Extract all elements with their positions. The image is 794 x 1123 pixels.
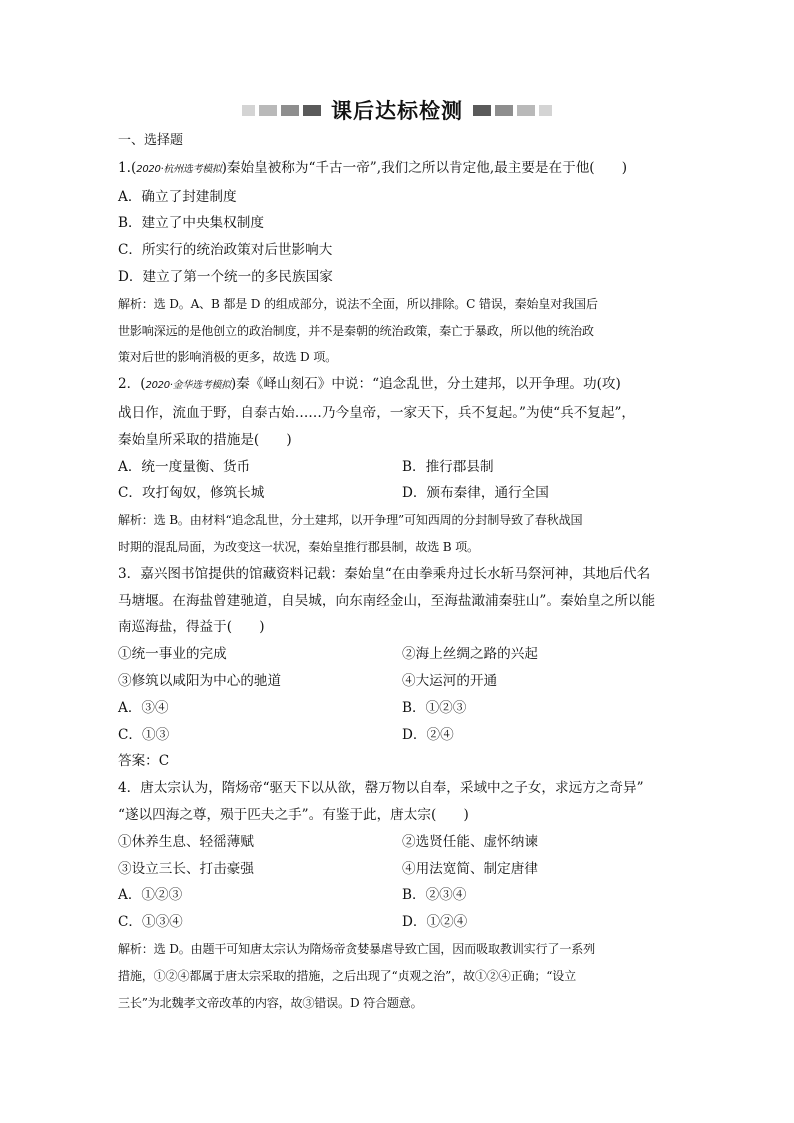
- q1-option-a: A．确立了封建制度: [118, 188, 237, 205]
- q4-item-2: ②选贤任能、虚怀纳谏: [402, 833, 538, 850]
- q1-stem: 1.(2020·杭州选考模拟)秦始皇被称为“千古一帝”,我们之所以肯定他,最主要是在于他( ): [118, 159, 628, 176]
- q4-option-c: C．①③④: [118, 914, 183, 931]
- q4-stem-line: “遂以四海之尊，殒于匹夫之手”。有鉴于此，唐太宗( ): [118, 806, 469, 823]
- q3-options-row: [118, 695, 678, 722]
- q2-stem: 2．(2020·金华选考模拟)秦《峄山刻石》中说：“追念乱世，分土建邦，以开争理。功(攻): [118, 376, 621, 393]
- q3-options-row: [118, 722, 678, 749]
- q2-options-row: [118, 454, 678, 481]
- q3-item-2: ②海上丝绸之路的兴起: [402, 646, 538, 663]
- q3-stem-line: 3．嘉兴图书馆提供的馆藏资料记载：秦始皇“在由拳乘舟过长水斩马祭河神，其地后代名: [118, 565, 651, 582]
- question-content: [118, 128, 678, 1016]
- q2-analysis-line: 时期的混乱局面，为改变这一状况，秦始皇推行郡县制，故选 B 项。: [118, 539, 479, 554]
- q4-item-1: ①休养生息、轻徭薄赋: [118, 833, 254, 850]
- q3-items-row: [118, 641, 678, 668]
- q2-stem-line: 战日作，流血于野，自泰古始……乃今皇帝，一家天下，兵不复起。”为使“兵不复起”，: [118, 404, 636, 421]
- q2-option-d: D．颁布秦律，通行全国: [402, 485, 549, 502]
- header-right-decoration: [473, 105, 552, 116]
- q3-items-row: [118, 668, 678, 695]
- q2-stem-line: 秦始皇所采取的措施是( ): [118, 431, 292, 448]
- q3-stem-line: 马塘堰。在海盐曾建驰道，自吴城，向东南经金山，至海盐澉浦秦驻山”。秦始皇之所以能: [118, 592, 656, 609]
- q3-option-b: B．①②③: [402, 699, 467, 716]
- q1-analysis-line: 世影响深远的是他创立的政治制度，并不是秦朝的统治政策，秦亡于暴政，所以他的统治政: [118, 323, 594, 338]
- q3-option-a: A．③④: [118, 699, 169, 716]
- q1-option-b: B．建立了中央集权制度: [118, 215, 264, 232]
- q4-analysis-line: 措施，①②④都属于唐太宗采取的措施，之后出现了“贞观之治”，故①②④正确；“设立: [118, 968, 577, 983]
- q4-option-b: B．②③④: [402, 887, 467, 904]
- q2-option-a: A．统一度量衡、货币: [118, 458, 251, 475]
- q4-items-row: [118, 829, 678, 856]
- q2-analysis-line: 解析：选 B。由材料“追念乱世，分土建邦，以开争理”可知西周的分封制导致了春秋战国: [118, 513, 583, 528]
- q4-analysis-line: 解析：选 D。由题干可知唐太宗认为隋炀帝贪婪暴虐导致亡国，因而吸取教训实行了一系列: [118, 941, 595, 956]
- q3-option-d: D．②④: [402, 726, 454, 743]
- q4-options-row: [118, 909, 678, 936]
- q4-item-3: ③设立三长、打击豪强: [118, 860, 254, 877]
- q1-source: 2020·杭州选考模拟: [136, 163, 222, 175]
- q3-option-c: C．①③: [118, 726, 170, 743]
- q4-analysis-line: 三长”为北魏孝文帝改革的内容，故③错误。D 符合题意。: [118, 995, 423, 1010]
- q4-item-4: ④用法宽简、制定唐律: [402, 860, 538, 877]
- q3-item-3: ③修筑以咸阳为中心的驰道: [118, 672, 282, 689]
- page-title: 课后达标检测: [331, 99, 463, 123]
- q1-option-c: C．所实行的统治政策对后世影响大: [118, 242, 333, 259]
- q4-option-a: A．①②③: [118, 887, 183, 904]
- q1-option-d: D．建立了第一个统一的多民族国家: [118, 268, 333, 285]
- q2-option-c: C．攻打匈奴，修筑长城: [118, 485, 265, 502]
- q4-option-d: D．①②④: [402, 914, 468, 931]
- q3-stem-line: 南巡海盐，得益于( ): [118, 619, 265, 636]
- q3-item-1: ①统一事业的完成: [118, 646, 227, 663]
- section-heading: 一、选择题: [118, 133, 184, 148]
- q1-analysis-line: 策对后世的影响消极的更多，故选 D 项。: [118, 350, 337, 365]
- q3-answer: 答案：C: [118, 753, 170, 770]
- q4-options-row: [118, 882, 678, 909]
- q4-stem-line: 4．唐太宗认为，隋炀帝“驱天下以从欲，罄万物以自奉，采域中之子女，求远方之奇异”: [118, 780, 644, 797]
- header-left-decoration: [242, 105, 321, 116]
- q2-source: 2020·金华选考模拟: [145, 380, 231, 392]
- q2-option-b: B．推行郡县制: [402, 458, 494, 475]
- section-header: [0, 96, 794, 124]
- q4-items-row: [118, 856, 678, 883]
- q1-analysis-line: 解析：选 D。A、B 都是 D 的组成部分，说法不全面，所以排除。C 错误，秦始皇对我国后: [118, 296, 598, 311]
- q3-item-4: ④大运河的开通: [402, 672, 498, 689]
- q2-options-row: [118, 480, 678, 507]
